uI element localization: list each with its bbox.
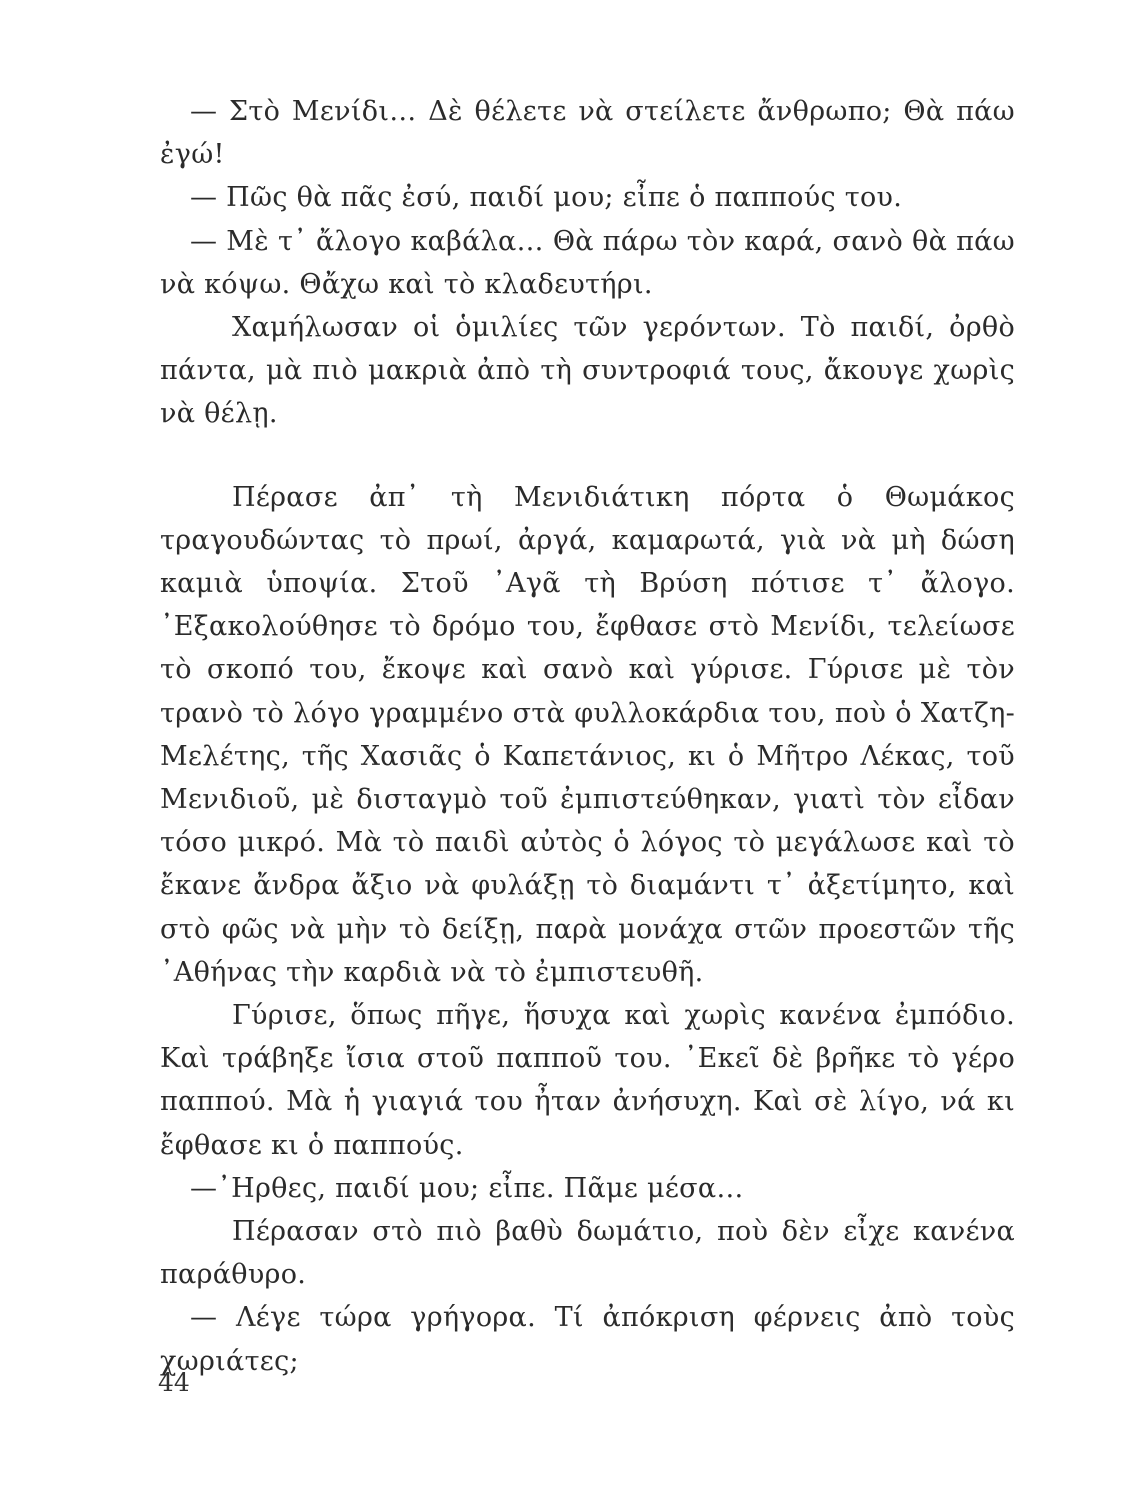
paragraph: Πέρασαν στὸ πιὸ βαθὺ δωμάτιο, ποὺ δὲν εἶχε κανένα παράθυρο. <box>160 1216 1015 1291</box>
paragraph: Γύρισε, ὅπως πῆγε, ἥσυχα καὶ χωρὶς κανένα ἐμπόδιο. Καὶ τράβηξε ἴσια στοῦ παπποῦ του. ᾽Εκεῖ δὲ βρῆκε τὸ γέρο παππού. Μὰ ἡ γιαγιά του ἦταν ἀνήσυχη. Καὶ σὲ λίγο, νά κι ἔφθασε κι ὁ παππούς. <box>160 1000 1015 1161</box>
page-text <box>160 90 1015 1383</box>
paragraph: — Πῶς θὰ πᾶς ἐσύ, παιδί μου; εἶπε ὁ παππούς του. <box>190 182 903 214</box>
paragraph: —᾽Ηρθες, παιδί μου; εἶπε. Πᾶμε μέσα… <box>190 1172 744 1204</box>
paragraph: — Λέγε τώρα γρήγορα. Τί ἀπόκριση φέρνεις ἀπὸ τοὺς χωριάτες; <box>160 1302 1015 1377</box>
paragraph: Χαμήλωσαν οἱ ὁμιλίες τῶν γερόντων. Τὸ παιδί, ὀρθὸ πάντα, μὰ πιὸ μακριὰ ἀπὸ τὴ συντροφιά τους, ἄκουγε χωρὶς νὰ θέλῃ. <box>160 312 1015 430</box>
paragraph: — Μὲ τ᾽ ἄλογο καβάλα… Θὰ πάρω τὸν καρά, σανὸ θὰ πάω νὰ κόψω. Θἄχω καὶ τὸ κλαδευτήρι. <box>160 225 1015 300</box>
paragraph: — Στὸ Μενίδι… Δὲ θέλετε νὰ στείλετε ἄνθρωπο; Θὰ πάω ἐγώ! <box>160 96 1015 171</box>
paragraph: Πέρασε ἀπ᾽ τὴ Μενιδιάτικη πόρτα ὁ Θωμάκος τραγουδώντας τὸ πρωί, ἀργά, καμαρωτά, γιὰ νὰ μὴ δώση καμιὰ ὑποψία. Στοῦ ᾽Αγᾶ τὴ Βρύση πότισε τ᾽ ἄλογο. ᾽Εξακολούθησε τὸ δρόμο του, ἔφθασε στὸ Μενίδι, τελείωσε τὸ σκοπό του, ἔκοψε καὶ σανὸ καὶ γύρισε. Γύρισε μὲ τὸν τρανὸ τὸ λόγο γραμμένο στὰ φυλλοκάρδια του, ποὺ ὁ Χατζη-Μελέτης, τῆς Χασιᾶς ὁ Καπετάνιος, κι ὁ Μῆτρο Λέκας, τοῦ Μενιδιοῦ, μὲ δισταγμὸ τοῦ ἐμπιστεύθηκαν, γιατὶ τὸν εἶδαν τόσο μικρό. Μὰ τὸ παιδὶ αὐτὸς ὁ λόγος τὸ μεγάλωσε καὶ τὸ ἔκανε ἄνδρα ἄξιο νὰ φυλάξῃ τὸ διαμάντι τ᾽ ἀξετίμητο, καὶ στὸ φῶς νὰ μὴν τὸ δείξῃ, παρὰ μονάχα στῶν προεστῶν τῆς ᾽Αθήνας τὴν καρδιὰ νὰ τὸ ἐμπιστευθῆ. <box>160 481 1015 988</box>
page-number: 44 <box>158 1368 190 1397</box>
section-gap <box>160 436 1015 476</box>
